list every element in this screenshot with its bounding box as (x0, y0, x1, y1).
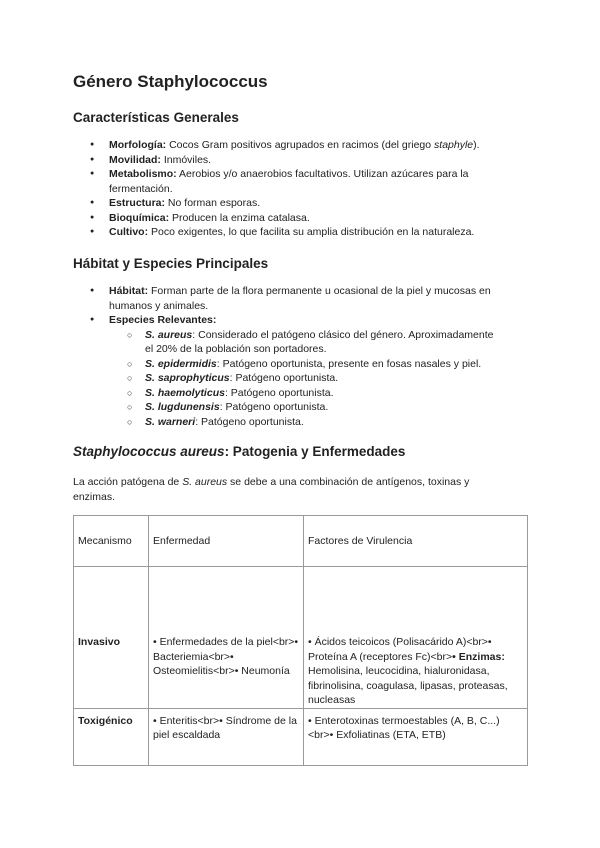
list-item-species (73, 313, 503, 429)
item-text: Aerobios y/o anaerobios facultativos. Utilizan azúcares para la fermentación. (109, 168, 469, 195)
item-text: Inmóviles. (160, 153, 212, 166)
item-label: Especies Relevantes: (109, 314, 217, 326)
cell-factors (304, 708, 528, 765)
item-label: Morfología: (109, 139, 167, 151)
factors-pre: • Ácidos teicoicos (Polisacárido A)<br>• Proteína A (receptores Fc)<br> (308, 636, 492, 663)
item-label: Hábitat: (109, 285, 149, 297)
cell-disease (149, 708, 304, 765)
species-item (109, 415, 503, 430)
heading-italic: Staphylococcus aureus (73, 444, 225, 459)
header-mechanism: Mecanismo (74, 516, 149, 567)
table-row (74, 708, 528, 765)
intro-start: La acción patógena de (73, 476, 183, 488)
pathogenesis-table (73, 515, 528, 766)
heading-rest: : Patogenia y Enfermedades (224, 444, 406, 459)
species-list (109, 328, 503, 430)
species-item (109, 328, 503, 357)
factors-text: • Enterotoxinas termoestables (A, B, C...)<br>• Exfoliatinas (ETA, ETB) (308, 714, 500, 741)
item-tail: ). (473, 139, 480, 151)
item-italic: staphyle (434, 139, 474, 151)
item-label: Metabolismo: (109, 168, 177, 180)
table-row (74, 567, 528, 709)
species-desc: : Patógeno oportunista, presente en fosas nasales y piel. (216, 357, 482, 370)
disease-text: • Enteritis<br>• Síndrome de la piel escaldada (153, 714, 297, 741)
item-label: Movilidad: (109, 153, 161, 166)
species-desc: : Patógeno oportunista. (229, 372, 339, 384)
species-item (109, 386, 503, 401)
species-item (109, 357, 503, 372)
header-disease: Enfermedad (149, 516, 304, 567)
list-item-estructura (73, 196, 503, 211)
cell-mechanism (74, 708, 149, 765)
intro-italic: S. aureus (182, 476, 228, 488)
list-item-habitat (73, 284, 503, 313)
species-item (109, 400, 503, 415)
habitat-list (73, 284, 503, 429)
species-item (109, 371, 503, 386)
item-label: Bioquímica: (109, 211, 170, 224)
factors-bold: • Enzimas: (452, 650, 505, 663)
species-desc: : Patógeno oportunista. (224, 386, 334, 399)
cell-factors (304, 567, 528, 709)
list-item-bioquimica (73, 211, 503, 226)
page-title: Género Staphylococcus (73, 72, 268, 91)
item-label: Cultivo: (109, 226, 149, 238)
section-heading-habitat: Hábitat y Especies Principales (73, 256, 269, 271)
item-text: No forman esporas. (165, 197, 261, 209)
disease-text: • Enfermedades de la piel<br>• Bacteriemia<br>• Osteomielitis<br>• Neumonía (153, 636, 299, 677)
item-text: Forman parte de la flora permanente u ocasional de la piel y mucosas en humanos y animales. (109, 285, 491, 312)
list-item-movilidad (73, 153, 503, 168)
intro-end: se debe a una combinación de antígenos, toxinas y enzimas. (73, 476, 470, 503)
species-name: S. warneri (145, 415, 196, 428)
species-name: S. haemolyticus (145, 386, 225, 399)
mechanism-label: Invasivo (78, 636, 121, 648)
list-item-metabolismo (73, 167, 503, 196)
species-name: S. epidermidis (145, 357, 217, 370)
cell-mechanism (74, 567, 149, 709)
mechanism-label: Toxigénico (78, 714, 133, 727)
list-item-cultivo (73, 225, 503, 240)
item-text: Poco exigentes, lo que facilita su amplia distribución en la naturaleza. (148, 226, 475, 238)
item-text: Cocos Gram positivos agrupados en racimos (del griego (166, 139, 435, 151)
species-name: S. lugdunensis (145, 401, 220, 413)
factors-post: Hemolisina, leucocidina, hialuronidasa, fibrinolisina, coagulasa, lipasas, proteasas, nucleasas (308, 665, 508, 706)
species-desc: : Patógeno oportunista. (219, 401, 329, 413)
header-factors: Factores de Virulencia (304, 516, 528, 567)
item-text: Producen la enzima catalasa. (169, 211, 310, 224)
pathogenesis-intro (73, 475, 513, 504)
item-label: Estructura: (109, 197, 166, 209)
table-header-row (74, 516, 528, 567)
species-name: S. saprophyticus (145, 372, 230, 384)
list-item-morfologia (73, 138, 503, 153)
cell-disease (149, 567, 304, 709)
species-name: S. aureus (145, 328, 193, 341)
species-desc: : Considerado el patógeno clásico del género. Aproximadamente el 20% de la población son portadores. (145, 328, 494, 355)
section-heading-pathogenesis (73, 444, 405, 459)
species-desc: : Patógeno oportunista. (195, 415, 304, 428)
section-heading-general: Características Generales (73, 110, 239, 125)
general-characteristics-list (73, 138, 503, 240)
